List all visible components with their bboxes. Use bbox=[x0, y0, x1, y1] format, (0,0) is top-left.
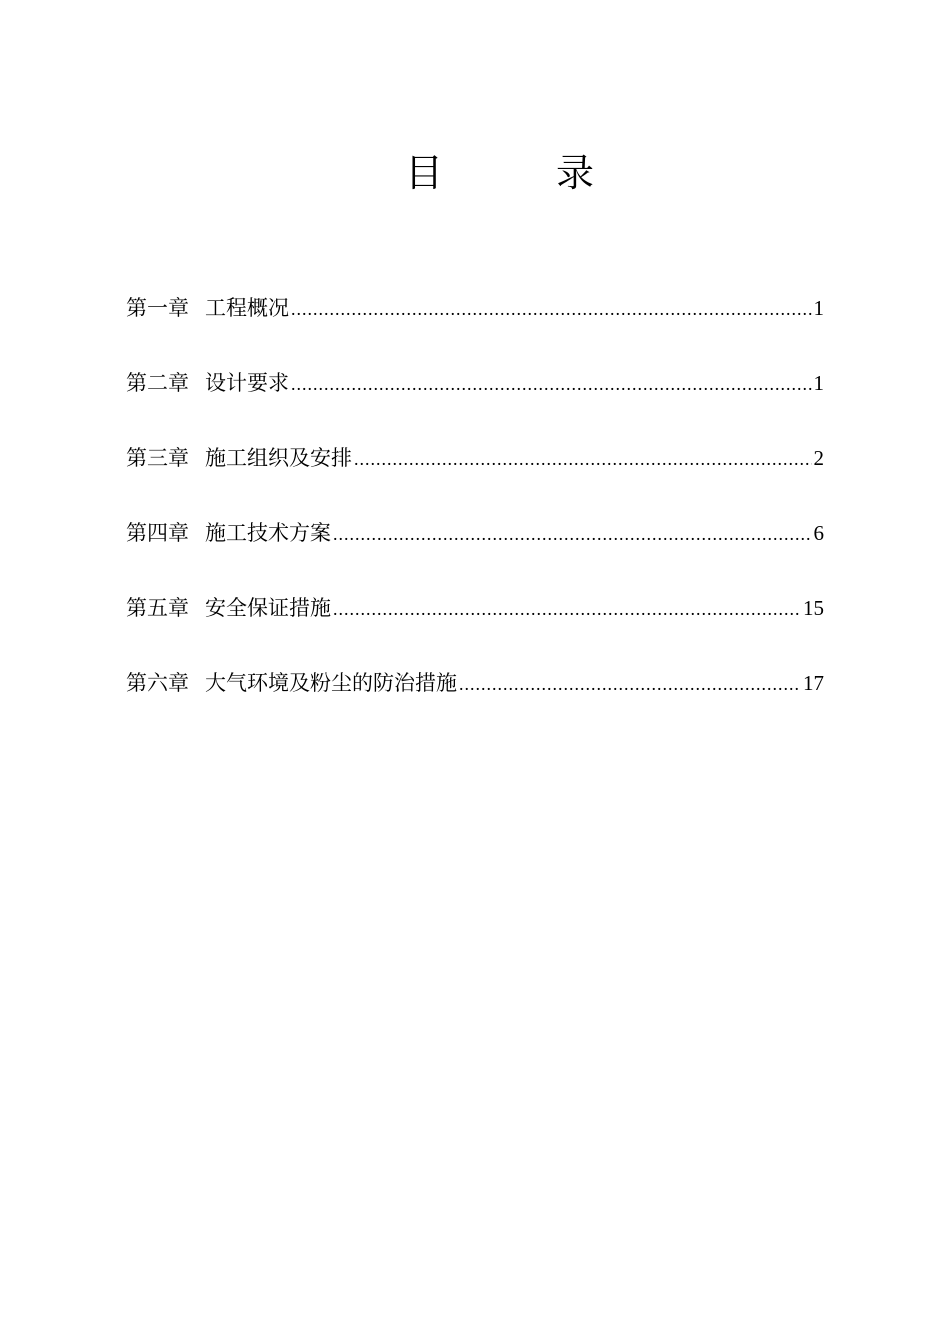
toc-page-number: 17 bbox=[803, 671, 824, 695]
toc-dot-leader bbox=[459, 666, 801, 703]
toc-page-number: 1 bbox=[813, 371, 824, 395]
toc-chapter-number: 第四章 bbox=[126, 521, 189, 545]
toc-entry-chapter-2[interactable] bbox=[126, 365, 824, 402]
toc-chapter-title: 工程概况 bbox=[205, 296, 289, 320]
toc-chapter-title: 施工组织及安排 bbox=[205, 446, 352, 470]
toc-chapter-title: 施工技术方案 bbox=[205, 521, 331, 545]
toc-chapter-number: 第三章 bbox=[126, 446, 189, 470]
toc-dot-leader bbox=[333, 516, 812, 553]
toc-chapter-number: 第六章 bbox=[126, 671, 189, 695]
toc-dot-leader bbox=[354, 441, 812, 478]
toc-entry-chapter-4[interactable] bbox=[126, 515, 824, 552]
toc-chapter-title: 安全保证措施 bbox=[205, 596, 331, 620]
toc-entry-chapter-1[interactable] bbox=[126, 290, 824, 327]
toc-chapter-number: 第五章 bbox=[126, 596, 189, 620]
toc-page-number: 6 bbox=[813, 521, 824, 545]
toc-title bbox=[0, 148, 950, 198]
toc-title-char-2: 录 bbox=[556, 151, 595, 195]
toc-chapter-number: 第二章 bbox=[126, 371, 189, 395]
toc-entry-chapter-3[interactable] bbox=[126, 440, 824, 477]
toc-page-number: 15 bbox=[803, 596, 824, 620]
toc-chapter-title: 设计要求 bbox=[205, 371, 289, 395]
toc-list bbox=[126, 290, 824, 740]
toc-chapter-number: 第一章 bbox=[126, 296, 189, 320]
toc-dot-leader bbox=[291, 366, 812, 403]
toc-entry-chapter-5[interactable] bbox=[126, 590, 824, 627]
toc-title-char-1: 目 bbox=[405, 151, 444, 195]
toc-dot-leader bbox=[333, 591, 801, 628]
toc-entry-chapter-6[interactable] bbox=[126, 665, 824, 702]
toc-chapter-title: 大气环境及粉尘的防治措施 bbox=[205, 671, 457, 695]
toc-page-number: 2 bbox=[813, 446, 824, 470]
toc-dot-leader bbox=[291, 291, 812, 328]
toc-page-number: 1 bbox=[813, 296, 824, 320]
